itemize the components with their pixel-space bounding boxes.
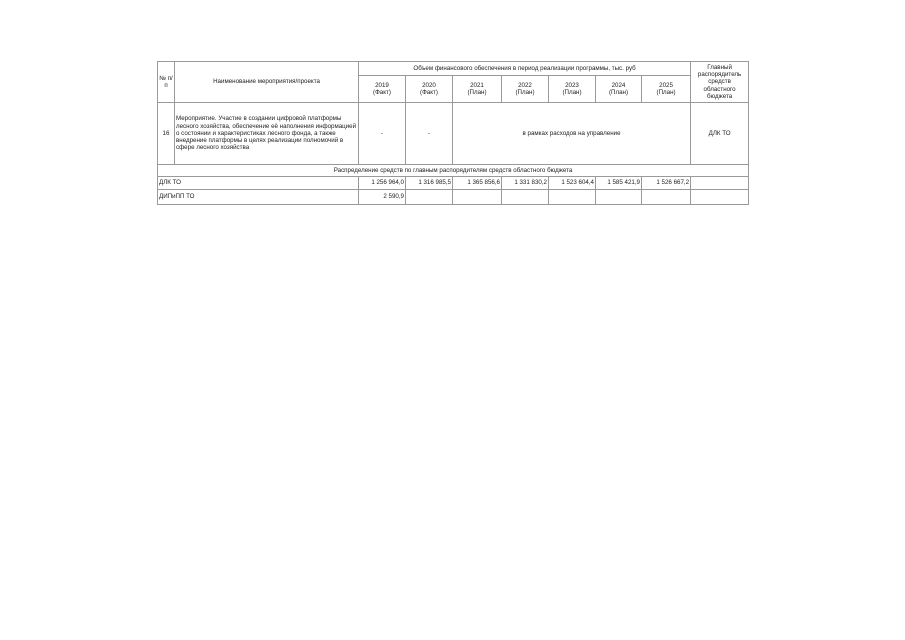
header-year-2022: 2022 (План) — [502, 76, 549, 103]
distributor-name: ДЛК ТО — [158, 177, 359, 190]
distributor-last — [691, 190, 749, 205]
header-year-2023: 2023 (План) — [549, 76, 596, 103]
row-merged-note: в рамках расходов на управление — [453, 103, 691, 165]
table-row — [158, 177, 749, 190]
header-year-2025: 2025 (План) — [642, 76, 691, 103]
distributor-last — [691, 177, 749, 190]
row-distributor: ДЛК ТО — [691, 103, 749, 165]
distributor-value — [406, 190, 453, 205]
header-year-2019: 2019 (Факт) — [359, 76, 406, 103]
distributor-value: 1 523 604,4 — [549, 177, 596, 190]
header-distributor: Главный распорядитель средств областного бюджета — [691, 62, 749, 103]
distributor-value: 1 316 985,5 — [406, 177, 453, 190]
distributor-value: 2 590,9 — [359, 190, 406, 205]
distributor-value — [596, 190, 642, 205]
distributor-value: 1 331 830,2 — [502, 177, 549, 190]
row-num: 16 — [158, 103, 175, 165]
header-year-2020: 2020 (Факт) — [406, 76, 453, 103]
distributor-value — [502, 190, 549, 205]
distributor-value — [453, 190, 502, 205]
header-year-2024: 2024 (План) — [596, 76, 642, 103]
distribution-title: Распределение средств по главным распорядителям средств областного бюджета — [158, 165, 749, 177]
distributor-value — [549, 190, 596, 205]
header-num: № п/п — [158, 62, 175, 103]
distributor-value: 1 365 856,6 — [453, 177, 502, 190]
financing-table — [157, 61, 749, 205]
table-row — [158, 190, 749, 205]
row-value-2020: - — [406, 103, 453, 165]
distributor-value — [642, 190, 691, 205]
row-name: Мероприятие. Участие в создании цифровой платформы лесного хозяйства, обеспечение её наполнения информацией о состоянии и характеристиках лесного фонда, а также внедрение платформы в целях реализации полномочий в сфере лесного хозяйства — [175, 103, 359, 165]
row-value-2019: - — [359, 103, 406, 165]
table-row — [158, 103, 749, 165]
distributor-value: 1 526 667,2 — [642, 177, 691, 190]
distributor-value: 1 256 964,0 — [359, 177, 406, 190]
distributor-value: 1 585 421,9 — [596, 177, 642, 190]
header-year-2021: 2021 (План) — [453, 76, 502, 103]
distributor-name: ДИПиПП ТО — [158, 190, 359, 205]
header-financing: Объем финансового обеспечения в период реализации программы, тыс. руб — [359, 62, 691, 76]
header-name: Наименование мероприятия/проекта — [175, 62, 359, 103]
